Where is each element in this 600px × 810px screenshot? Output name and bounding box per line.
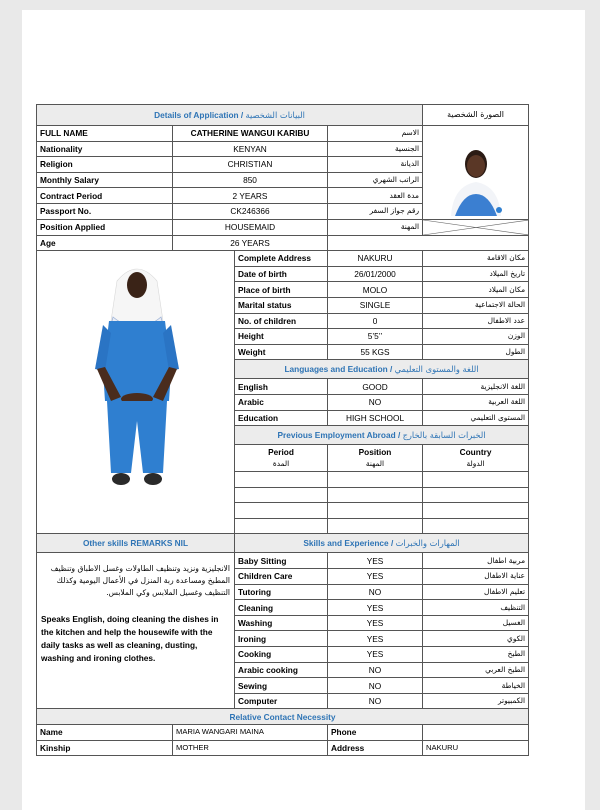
skills-header: Skills and Experience / المهارات والخبرات bbox=[235, 534, 529, 553]
headshot-image bbox=[423, 128, 529, 216]
row-nationality: Nationality KENYAN الجنسية bbox=[37, 141, 529, 157]
row-washing: Washing YES الغسيل bbox=[37, 615, 529, 631]
row-monthly-salary: Monthly Salary 850 الراتب الشهري bbox=[37, 172, 529, 188]
row-computer: Computer NO الكمبيوتر bbox=[37, 693, 529, 709]
row-arabic-cooking: Arabic cooking NO الطبخ العربي bbox=[37, 662, 529, 678]
row-no-of-children: No. of children 0 عدد الاطفال bbox=[37, 313, 529, 329]
other-skills-text: الانجليزية ونزيد وتنظيف الطاولات وغسل الاطباق وتنظيف المطبخ ومساعدة ربة المنزل في الأعمال اليومية وكذلك التنظيف وغسيل الملابس وكي الملابس. Speaks English, doing cleaning the dishes in the kitchen and help the housewife with the daily tasks as well as cleaning, dusting, washing and ironing clothes. bbox=[37, 553, 235, 709]
row-arabic: Arabic NO اللغة العربية bbox=[37, 394, 529, 410]
row-marital-status: Marital status SINGLE الحالة الاجتماعية bbox=[37, 297, 529, 313]
row-contract-period: Contract Period 2 YEARS مدة العقد bbox=[37, 188, 529, 204]
row-age: Age 26 YEARS bbox=[37, 235, 529, 251]
row-height: Height 5’5’’ الوزن bbox=[37, 329, 529, 345]
other-skills-header: Other skills REMARKS NIL bbox=[37, 534, 235, 553]
row-ironing: Ironing YES الكوي bbox=[37, 631, 529, 647]
row-religion: Religion CHRISTIAN الديانة bbox=[37, 157, 529, 173]
details-header: Details of Application / البيانات الشخصية bbox=[37, 105, 423, 126]
full-body-photo bbox=[37, 251, 235, 534]
full-body-image bbox=[37, 251, 235, 500]
application-form bbox=[36, 104, 528, 756]
languages-header: Languages and Education / اللغة والمستوى التعليمي bbox=[37, 360, 529, 379]
employment-header: Previous Employment Abroad / الخبرات السابقة بالخارج bbox=[37, 426, 529, 445]
row-place-of-birth: Place of birth MOLO مكان الميلاد bbox=[37, 282, 529, 298]
row-complete-address: Complete Address NAKURU مكان الاقامة bbox=[37, 251, 529, 267]
cross-mark bbox=[423, 220, 529, 235]
photo-label: الصورة الشخصية bbox=[423, 105, 529, 126]
row-full-name: FULL NAME CATHERINE WANGUI KARIBU الاسم bbox=[37, 126, 529, 142]
row-cooking: Cooking YES الطبخ bbox=[37, 647, 529, 663]
row-position-applied: Position Applied HOUSEMAID المهنة bbox=[37, 219, 529, 235]
crossed-cell bbox=[423, 219, 529, 235]
row-education: Education HIGH SCHOOL المستوى التعليمي bbox=[37, 410, 529, 426]
employment-columns: Period المدة Position المهنة Country الدولة bbox=[37, 445, 529, 472]
row-sewing: Sewing NO الخياطة bbox=[37, 678, 529, 694]
row-cleaning: Cleaning YES التنظيف bbox=[37, 600, 529, 616]
row-contact-name: Name MARIA WANGARI MAINA Phone bbox=[37, 725, 529, 741]
row-weight: Weight 55 KGS الطول bbox=[37, 344, 529, 360]
row-english: English GOOD اللغة الانجليزية bbox=[37, 379, 529, 395]
row-baby-sitting: الانجليزية ونزيد وتنظيف الطاولات وغسل الاطباق وتنظيف المطبخ ومساعدة ربة المنزل في الأعمال اليومية وكذلك التنظيف وغسيل الملابس وكي الملابس. Speaks English, doing cleaning the dishes in the kitchen and help the housewife with the daily tasks as well as cleaning, dusting, washing and ironing clothes. Baby Sitting YES مربية اطفال bbox=[37, 553, 529, 569]
row-children-care: Children Care YES عناية الاطفال bbox=[37, 569, 529, 585]
headshot-photo bbox=[423, 126, 529, 220]
row-date-of-birth: Date of birth 26/01/2000 تاريخ الميلاد bbox=[37, 266, 529, 282]
row-passport-no: Passport No. CK246366 رقم جواز السفر bbox=[37, 203, 529, 219]
contact-header: Relative Contact Necessity bbox=[37, 709, 529, 725]
row-contact-kinship: Kinship MOTHER Address NAKURU bbox=[37, 740, 529, 756]
row-tutoring: Tutoring NO تعليم الاطفال bbox=[37, 584, 529, 600]
